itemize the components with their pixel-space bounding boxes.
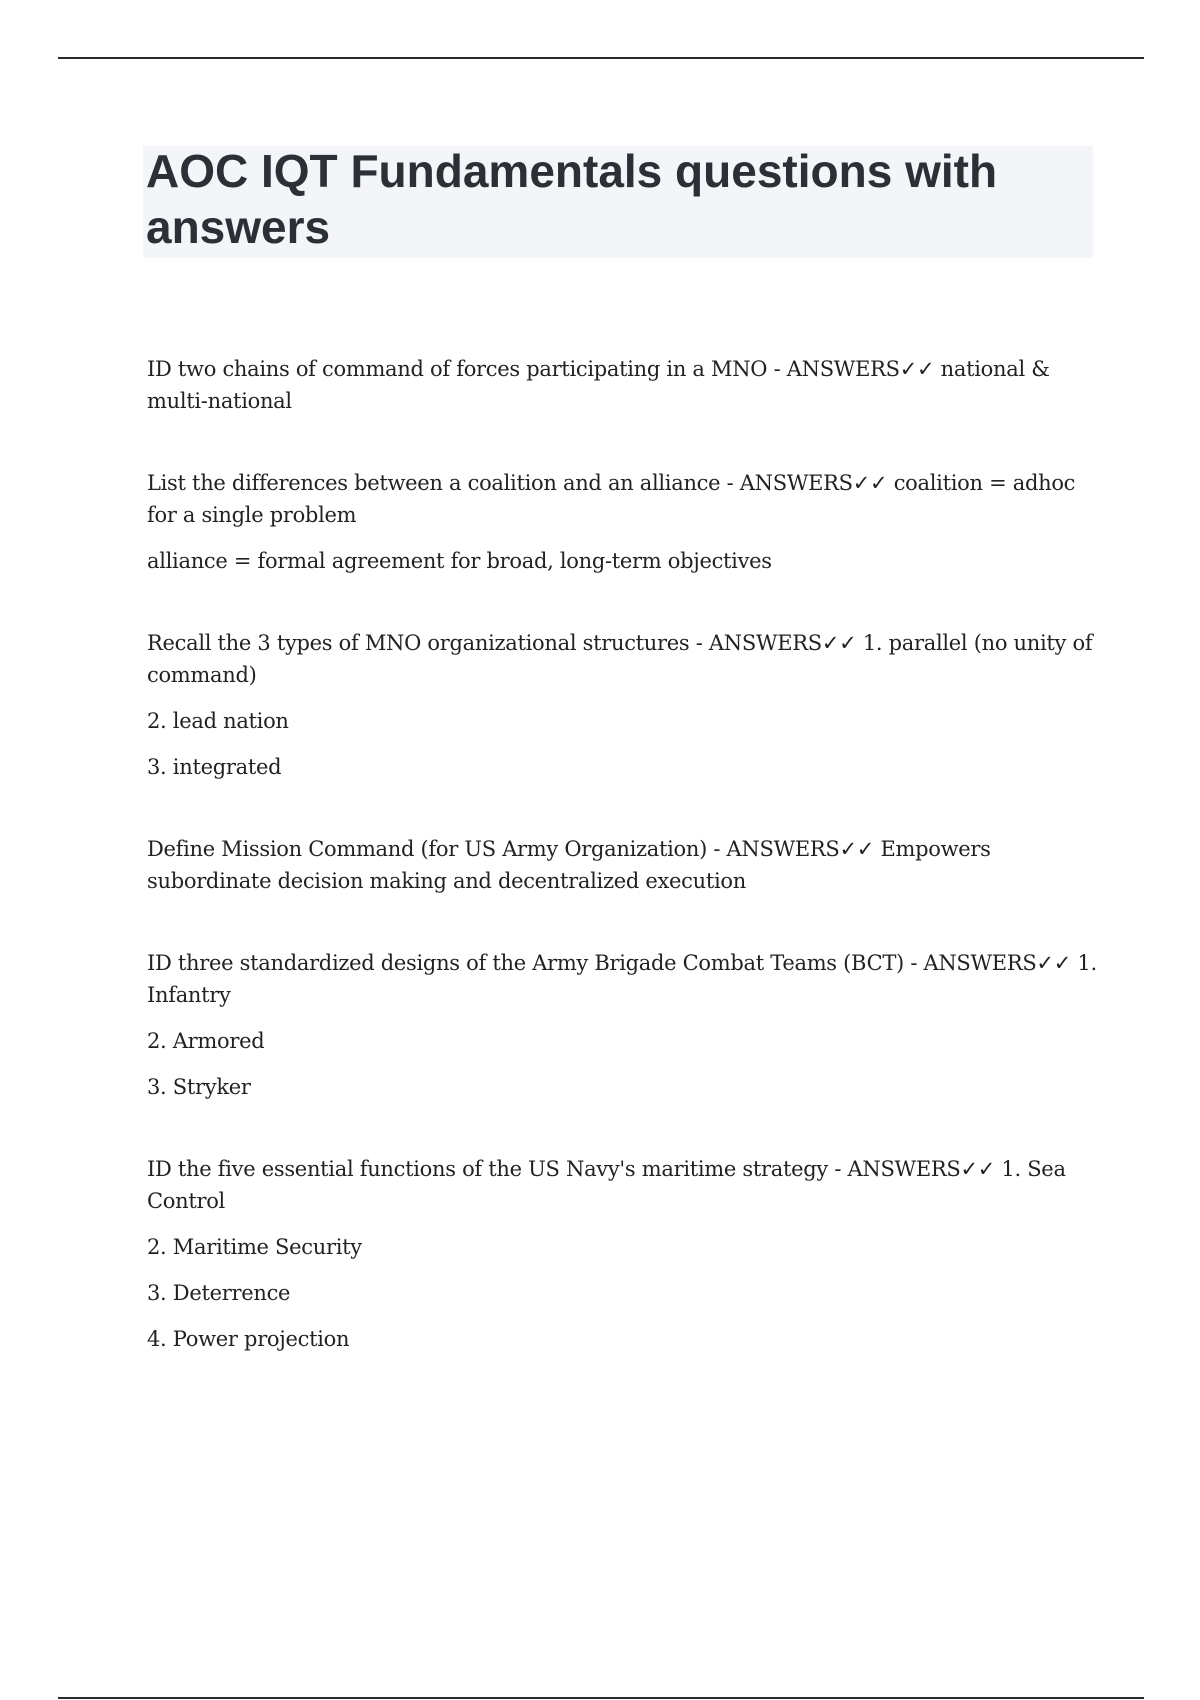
question-answer-text: ID two chains of command of forces participating in a MNO - ANSWERS✓✓ national & multi-national xyxy=(147,357,1050,413)
answer-line: alliance = formal agreement for broad, long-term objectives xyxy=(147,549,772,573)
qa-item xyxy=(147,833,1097,897)
qa-item xyxy=(147,1153,1097,1355)
bottom-divider xyxy=(58,1697,1144,1699)
document-body xyxy=(147,353,1097,1405)
question-answer-text: List the differences between a coalition and an alliance - ANSWERS✓✓ coalition = adhoc for a single problem xyxy=(147,471,1076,527)
answer-line: 2. Maritime Security xyxy=(147,1235,362,1259)
qa-item xyxy=(147,947,1097,1103)
answer-line: 2. lead nation xyxy=(147,709,289,733)
qa-item xyxy=(147,627,1097,783)
question-answer-text: Recall the 3 types of MNO organizational structures - ANSWERS✓✓ 1. parallel (no unity of command) xyxy=(147,631,1093,687)
qa-item xyxy=(147,353,1097,417)
question-answer-text: Define Mission Command (for US Army Organization) - ANSWERS✓✓ Empowers subordinate decision making and decentralized execution xyxy=(147,837,991,893)
question-answer-text: ID the five essential functions of the US Navy's maritime strategy - ANSWERS✓✓ 1. Sea Control xyxy=(147,1157,1066,1213)
qa-item xyxy=(147,467,1097,577)
answer-line: 3. integrated xyxy=(147,755,282,779)
question-answer-text: ID three standardized designs of the Army Brigade Combat Teams (BCT) - ANSWERS✓✓ 1. Infantry xyxy=(147,951,1097,1007)
answer-line: 2. Armored xyxy=(147,1029,265,1053)
document-title: AOC IQT Fundamentals questions with answers xyxy=(146,145,998,253)
answer-line: 3. Deterrence xyxy=(147,1281,291,1305)
answer-line: 4. Power projection xyxy=(147,1327,350,1351)
answer-line: 3. Stryker xyxy=(147,1075,251,1099)
top-divider xyxy=(58,57,1144,59)
